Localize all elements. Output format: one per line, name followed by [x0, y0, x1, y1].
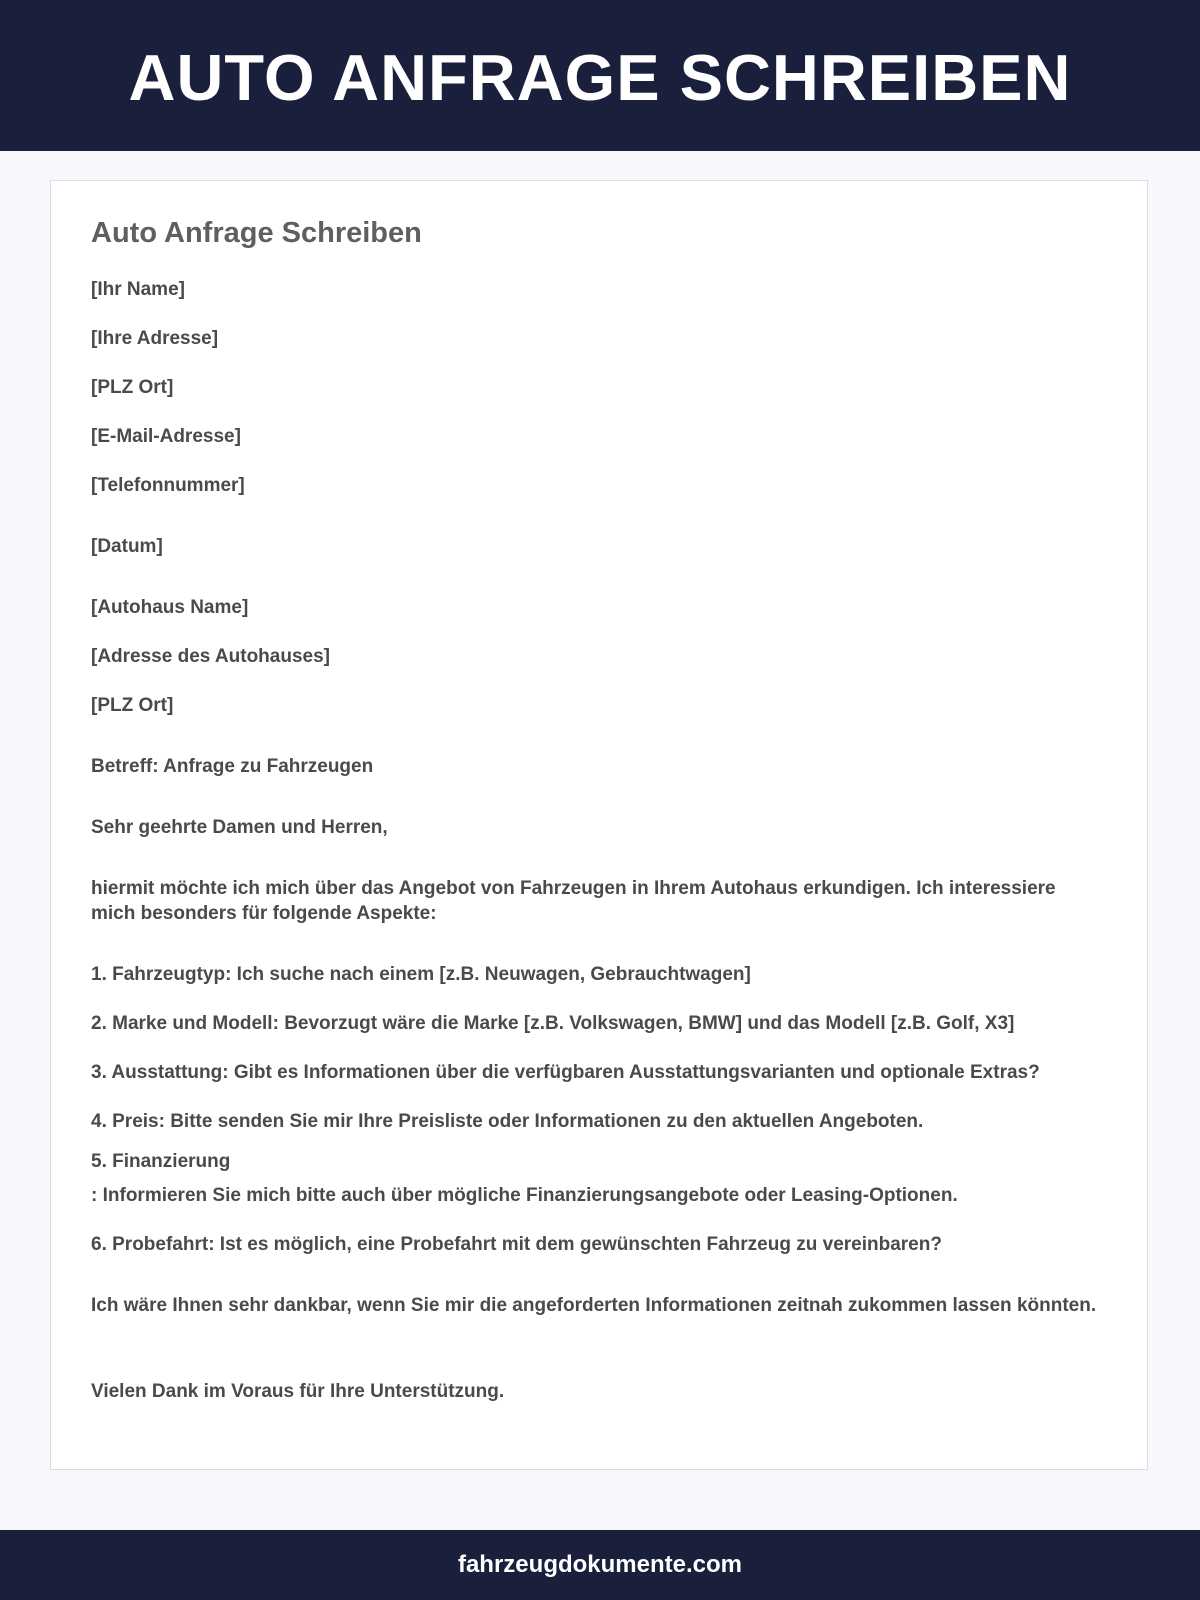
list-item: 6. Probefahrt: Ist es möglich, eine Probefahrt mit dem gewünschten Fahrzeug zu vereinbaren? [91, 1234, 942, 1255]
recipient-city: [PLZ Ort] [91, 695, 174, 716]
letter-thanks: Vielen Dank im Voraus für Ihre Unterstützung. [91, 1381, 505, 1402]
letter-subject: Betreff: Anfrage zu Fahrzeugen [91, 756, 374, 777]
sender-email: [E-Mail-Adresse] [91, 426, 241, 447]
letter-intro: hiermit möchte ich mich über das Angebot von Fahrzeugen in Ihrem Autohaus erkundigen. Ich interessiere mich besonders für folgende Aspekte: [91, 878, 1056, 924]
list-item: 3. Ausstattung: Gibt es Informationen über die verfügbaren Ausstattungsvarianten und optionale Extras? [91, 1062, 1040, 1083]
sender-city: [PLZ Ort] [91, 377, 174, 398]
list-item: 1. Fahrzeugtyp: Ich suche nach einem [z.B. Neuwagen, Gebrauchtwagen] [91, 964, 751, 985]
letter-date: [Datum] [91, 536, 163, 557]
document-title: Auto Anfrage Schreiben [91, 217, 422, 249]
page-title: AUTO ANFRAGE SCHREIBEN [128, 41, 1072, 114]
letter-card [50, 180, 1148, 1470]
list-item: 4. Preis: Bitte senden Sie mir Ihre Preisliste oder Informationen zu den aktuellen Angeboten. [91, 1111, 924, 1132]
sender-address: [Ihre Adresse] [91, 328, 219, 349]
sender-name: [Ihr Name] [91, 279, 185, 300]
footer-site-name: fahrzeugdokumente.com [457, 1551, 743, 1578]
list-item: 2. Marke und Modell: Bevorzugt wäre die Marke [z.B. Volkswagen, BMW] und das Modell [z.B. Golf, X3] [91, 1013, 1015, 1034]
recipient-address: [Adresse des Autohauses] [91, 646, 330, 667]
page-header [0, 0, 1200, 151]
sender-phone: [Telefonnummer] [91, 475, 245, 496]
page-footer [0, 1530, 1200, 1600]
list-item: 5. Finanzierung [91, 1151, 231, 1172]
list-item-continuation: : Informieren Sie mich bitte auch über mögliche Finanzierungsangebote oder Leasing-Optionen. [91, 1185, 958, 1206]
letter-salutation: Sehr geehrte Damen und Herren, [91, 817, 388, 838]
recipient-name: [Autohaus Name] [91, 597, 249, 618]
letter-closing: Ich wäre Ihnen sehr dankbar, wenn Sie mir die angeforderten Informationen zeitnah zukommen lassen könnten. [91, 1295, 1097, 1316]
